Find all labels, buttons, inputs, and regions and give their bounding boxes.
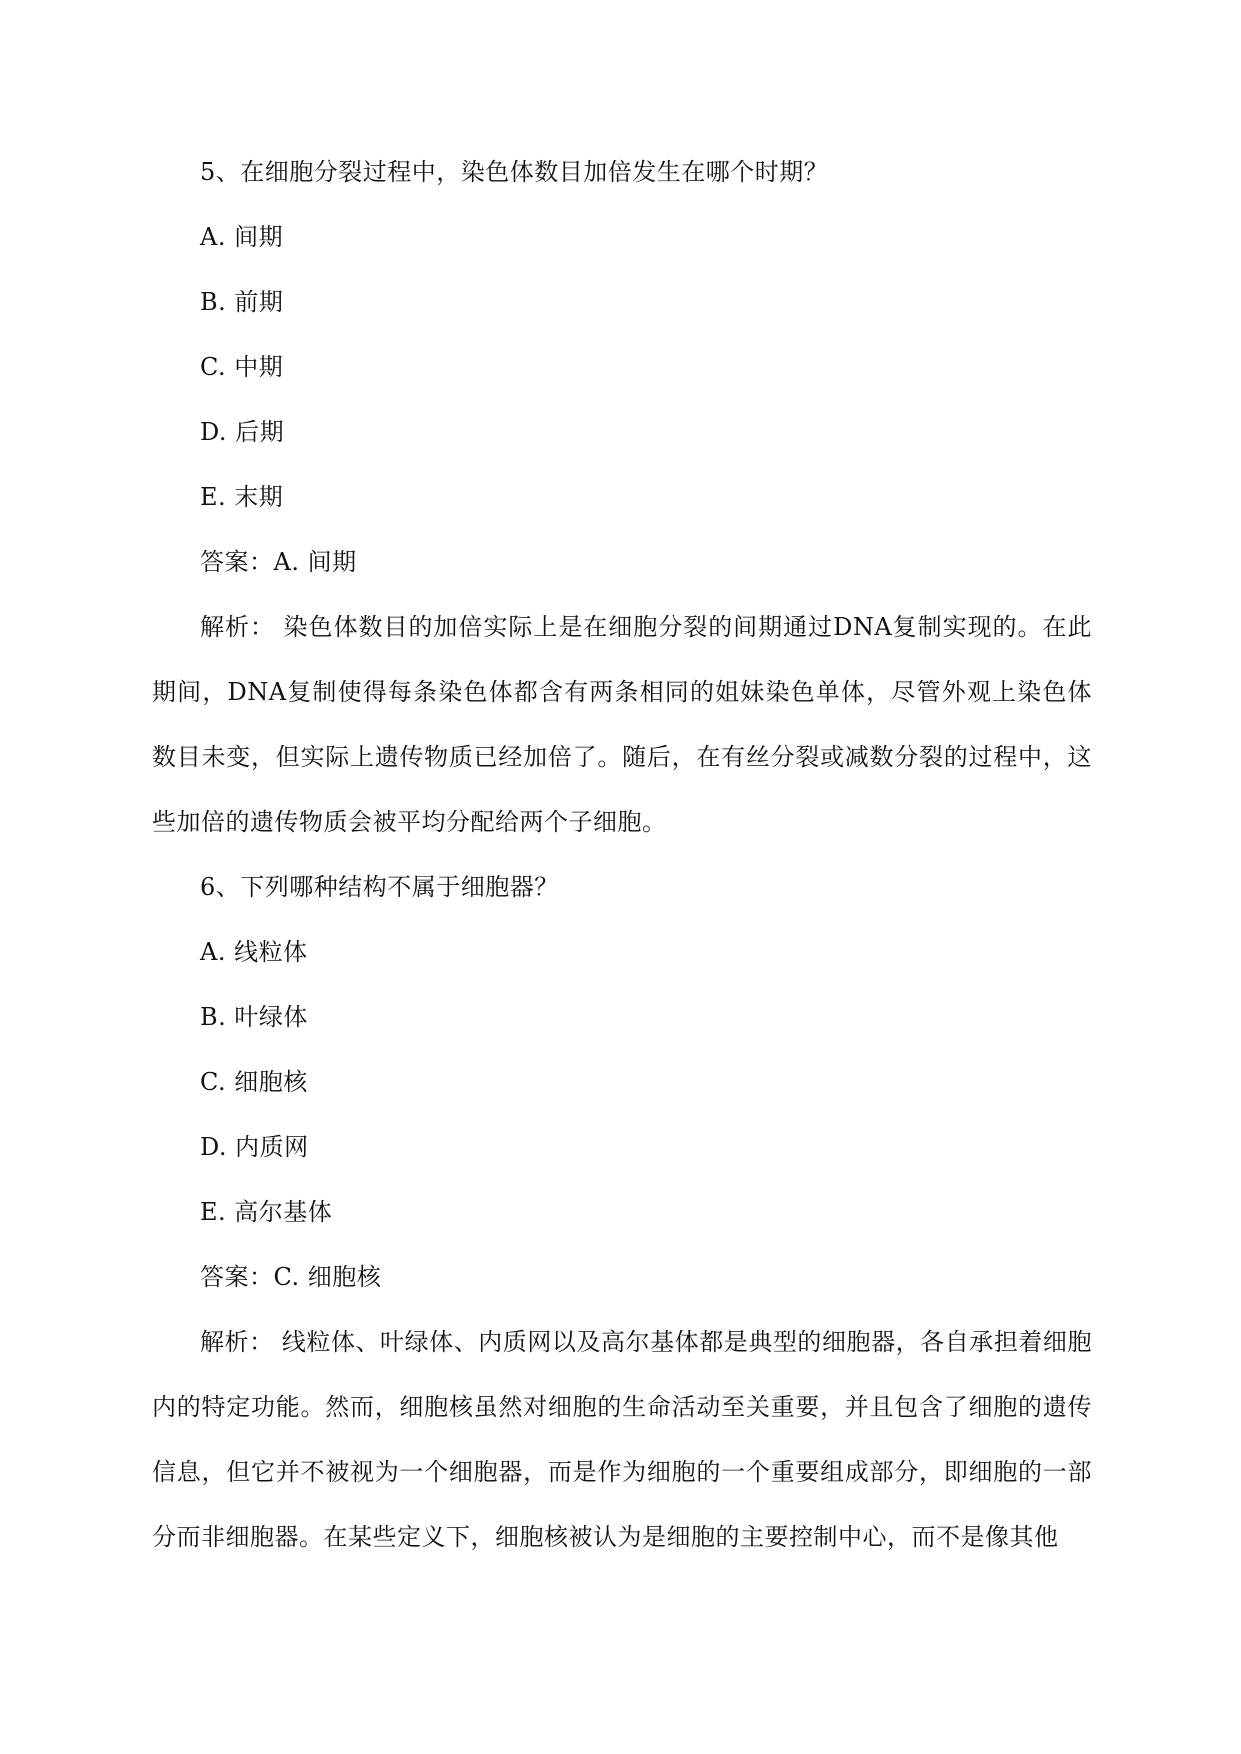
q5-answer: 答案：A. 间期 [200,548,357,576]
q6-answer: 答案：C. 细胞核 [200,1263,382,1291]
document-content [152,140,1092,1570]
q5-option-b: B. 前期 [200,288,284,316]
question-5: 5、在细胞分裂过程中，染色体数目加倍发生在哪个时期？ [200,158,829,186]
q5-option-d: D. 后期 [200,418,285,446]
q6-option-c: C. 细胞核 [200,1068,308,1096]
q6-option-a: A. 线粒体 [200,938,308,966]
q6-option-e: E. 高尔基体 [200,1198,333,1226]
q6-analysis: 解析： 线粒体、叶绿体、内质网以及高尔基体都是典型的细胞器，各自承担着细胞内的特定功能。然而，细胞核虽然对细胞的生命活动至关重要，并且包含了细胞的遗传信息，但它并不被视为一个细胞器，而是作为细胞的一个重要组成部分，即细胞的一部分而非细胞器。在某些定义下，细胞核被认为是细胞的主要控制中心，而不是像其他 [152,1328,1092,1551]
q6-option-b: B. 叶绿体 [200,1003,308,1031]
q5-option-c: C. 中期 [200,353,284,381]
q5-option-e: E. 末期 [200,483,284,511]
q5-option-a: A. 间期 [200,223,284,251]
q5-analysis: 解析： 染色体数目的加倍实际上是在细胞分裂的间期通过DNA复制实现的。在此期间，DNA复制使得每条染色体都含有两条相同的姐妹染色单体，尽管外观上染色体数目未变，但实际上遗传物质已经加倍了。随后，在有丝分裂或减数分裂的过程中，这些加倍的遗传物质会被平均分配给两个子细胞。 [152,613,1092,836]
q6-option-d: D. 内质网 [200,1133,309,1161]
question-6: 6、下列哪种结构不属于细胞器？ [200,873,559,901]
